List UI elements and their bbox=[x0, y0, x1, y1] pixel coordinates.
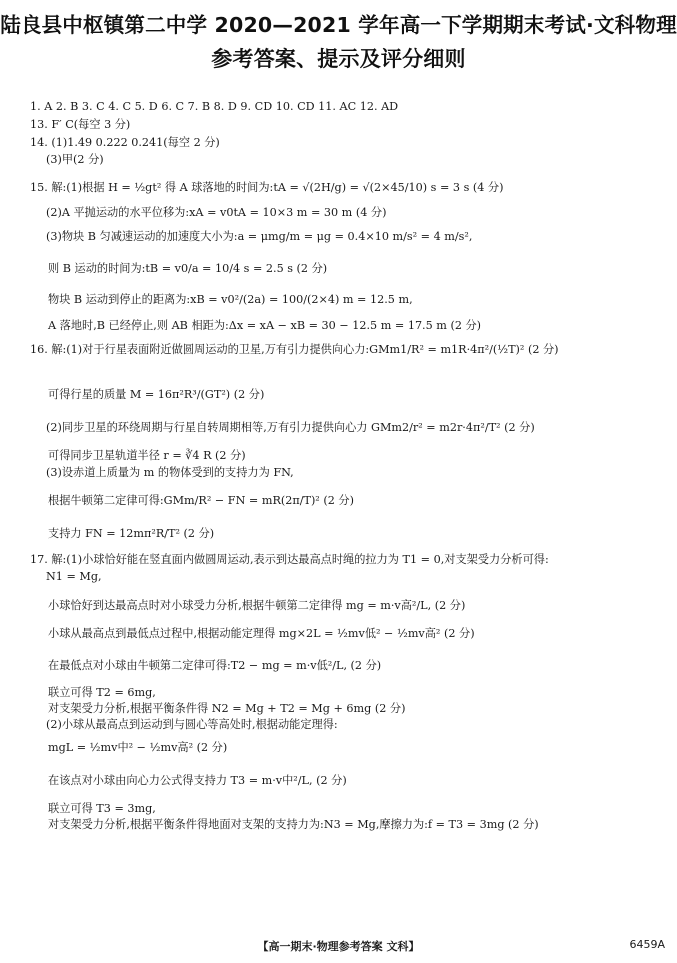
answer-line-16-1: 16. 解:(1)对于行星表面附近做圆周运动的卫星,万有引力提供向心力:GMm1/R² = m1R·4π²/(½T)² (2 分) bbox=[30, 343, 559, 356]
answer-line-16-2: 可得行星的质量 M = 16π²R³/(GT²) (2 分) bbox=[48, 388, 265, 401]
answer-line-14-3: (3)甲(2 分) bbox=[46, 153, 104, 166]
document-title: 陆良县中枢镇第二中学 2020—2021 学年高一下学期期末考试·文科物理 bbox=[0, 13, 677, 37]
answer-line-16-5: (3)设赤道上质量为 m 的物体受到的支持力为 FN, bbox=[46, 466, 294, 479]
answer-line-15-1: 15. 解:(1)根据 H = ½gt² 得 A 球落地的时间为:tA = √(2H/g) = √(2×45/10) s = 3 s (4 分) bbox=[30, 181, 504, 194]
answer-line-17-5: 在最低点对小球由牛顿第二定律可得:T2 − mg = m·v低²/L, (2 分) bbox=[48, 659, 382, 672]
answer-line-15-2: (2)A 平抛运动的水平位移为:xA = v0tA = 10×3 m = 30 m (4 分) bbox=[46, 206, 387, 219]
answer-line-15-4: 则 B 运动的时间为:tB = v0/a = 10/4 s = 2.5 s (2 分) bbox=[48, 262, 328, 275]
answer-line-16-4: 可得同步卫星轨道半径 r = ∛4 R (2 分) bbox=[48, 449, 246, 462]
document-subtitle: 参考答案、提示及评分细则 bbox=[211, 47, 466, 71]
page-footer: 【高一期末·物理参考答案 文科】 bbox=[257, 940, 420, 953]
answer-line-17-11: 联立可得 T3 = 3mg, bbox=[48, 802, 156, 815]
answer-line-16-7: 支持力 FN = 12mπ²R/T² (2 分) bbox=[48, 527, 215, 540]
answer-line-17-7: 对支架受力分析,根据平衡条件得 N2 = Mg + T2 = Mg + 6mg (2 分) bbox=[48, 702, 406, 715]
answer-line-17-4: 小球从最高点到最低点过程中,根据动能定理得 mg×2L = ½mv低² − ½mv高² (2 分) bbox=[48, 627, 475, 640]
answer-line-17-2: N1 = Mg, bbox=[46, 570, 102, 583]
answer-line-13: 13. F′ C(每空 3 分) bbox=[30, 118, 131, 131]
document-code: 6459A bbox=[629, 938, 665, 951]
answer-line-15-5: 物块 B 运动到停止的距离为:xB = v0²/(2a) = 100/(2×4) m = 12.5 m, bbox=[48, 293, 413, 306]
answer-line-16-3: (2)同步卫星的环绕周期与行星自转周期相等,万有引力提供向心力 GMm2/r² = m2r·4π²/T² (2 分) bbox=[46, 421, 535, 434]
answer-line-choice: 1. A 2. B 3. C 4. C 5. D 6. C 7. B 8. D 9. CD 10. CD 11. AC 12. AD bbox=[30, 100, 399, 113]
answer-line-16-6: 根据牛顿第二定律可得:GMm/R² − FN = mR(2π/T)² (2 分) bbox=[48, 494, 354, 507]
answer-line-17-9: mgL = ½mv中² − ½mv高² (2 分) bbox=[48, 741, 228, 754]
answer-line-15-6: A 落地时,B 已经停止,则 AB 相距为:Δx = xA − xB = 30 − 12.5 m = 17.5 m (2 分) bbox=[48, 319, 482, 332]
answer-line-17-1: 17. 解:(1)小球恰好能在竖直面内做圆周运动,表示到达最高点时绳的拉力为 T1 = 0,对支架受力分析可得: bbox=[30, 553, 549, 566]
answer-line-14: 14. (1)1.49 0.222 0.241(每空 2 分) bbox=[30, 136, 220, 149]
answer-line-17-8: (2)小球从最高点到运动到与圆心等高处时,根据动能定理得: bbox=[46, 718, 338, 731]
answer-line-17-3: 小球恰好到达最高点时对小球受力分析,根据牛顿第二定律得 mg = m·v高²/L, (2 分) bbox=[48, 599, 466, 612]
answer-line-15-3: (3)物块 B 匀减速运动的加速度大小为:a = μmg/m = μg = 0.4×10 m/s² = 4 m/s², bbox=[46, 230, 473, 243]
answer-line-17-6: 联立可得 T2 = 6mg, bbox=[48, 686, 156, 699]
answer-line-17-12: 对支架受力分析,根据平衡条件得地面对支架的支持力为:N3 = Mg,摩擦力为:f = T3 = 3mg (2 分) bbox=[48, 818, 539, 831]
answer-line-17-10: 在该点对小球由向心力公式得支持力 T3 = m·v中²/L, (2 分) bbox=[48, 774, 347, 787]
